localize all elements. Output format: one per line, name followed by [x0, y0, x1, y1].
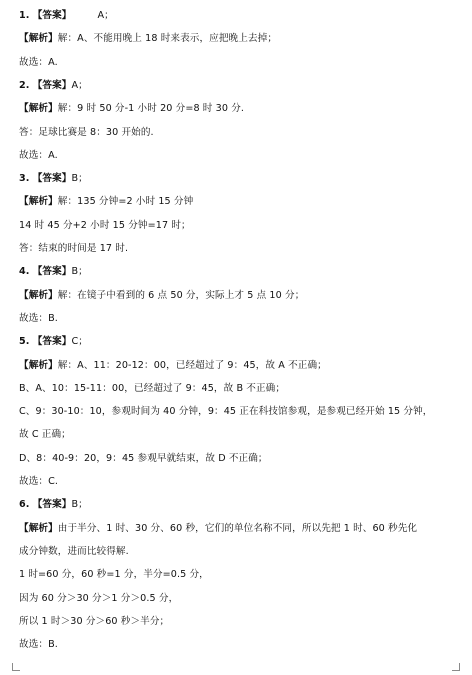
- bottom-right-corner-mark: [452, 663, 460, 671]
- line-text: C、9：30-10：10，参观时间为 40 分钟，9：45 正在科技馆参观，是参观已经开始 15 分钟，: [19, 406, 433, 418]
- line-text: 解：9 时 50 分-1 小时 20 分=8 时 30 分.: [57, 103, 245, 115]
- line-text: B；: [71, 266, 88, 278]
- line-text: 由于半分、1 时、30 分、60 秒，它们的单位名称不同，所以先把 1 时、60 秒先化: [57, 522, 418, 534]
- line-text: 故选：A.: [19, 149, 58, 161]
- section-tag: 【答案】: [32, 499, 72, 511]
- line-text: 解：135 分钟=2 小时 15 分钟: [57, 196, 194, 208]
- document-line: [19, 592, 178, 606]
- section-tag: 【解析】: [19, 33, 58, 45]
- document-line: [19, 335, 88, 349]
- line-text: 解：A、11：20-12：00，已经超过了 9：45，故 A 不正确；: [57, 359, 327, 371]
- line-text: C；: [71, 336, 88, 348]
- document-line: [19, 475, 58, 489]
- document-line: [19, 359, 327, 373]
- document-line: [19, 452, 268, 466]
- question-number: 5.: [19, 336, 30, 348]
- line-text: 故选：B.: [19, 312, 58, 324]
- line-text: A；: [71, 79, 88, 91]
- document-line: [19, 615, 169, 629]
- line-text: 故选：C.: [19, 476, 59, 487]
- document-line: [19, 545, 129, 559]
- document-line: [19, 32, 277, 46]
- section-tag: 【解析】: [19, 103, 58, 115]
- bottom-left-corner-mark: [12, 663, 20, 671]
- line-text: 故 C 正确；: [19, 429, 71, 441]
- line-text: 1 时=60 分，60 秒=1 分，半分=0.5 分，: [19, 569, 209, 581]
- document-line: [19, 498, 88, 512]
- document-line: [19, 195, 193, 209]
- document-line: [19, 56, 58, 70]
- document-line: [19, 79, 88, 93]
- line-text: 因为 60 分＞30 分＞1 分＞0.5 分，: [19, 592, 179, 604]
- section-tag: 【解析】: [19, 196, 58, 208]
- question-number: 6.: [19, 499, 30, 511]
- line-text: 答：结束的时间是 17 时.: [19, 243, 129, 254]
- document-line: [19, 289, 304, 303]
- section-tag: 【答案】: [32, 336, 72, 348]
- line-text: 答：足球比赛是 8：30 开始的.: [19, 126, 154, 138]
- document-line: [19, 9, 114, 23]
- document-line: [19, 126, 154, 140]
- line-text: 解：在镜子中看到的 6 点 50 分，实际上才 5 点 10 分；: [57, 289, 305, 301]
- section-tag: 【解析】: [19, 522, 58, 534]
- section-tag: 【解析】: [19, 359, 58, 371]
- document-line: [19, 568, 209, 582]
- document-line: [19, 638, 58, 652]
- line-text: B；: [71, 173, 88, 185]
- document-line: [19, 149, 58, 163]
- document-line: [19, 522, 417, 536]
- document-line: [19, 312, 58, 326]
- document-line: [19, 382, 285, 396]
- line-text: A；: [97, 10, 114, 21]
- question-number: 1.: [19, 10, 30, 21]
- document-line: [19, 428, 71, 442]
- document-line: [19, 242, 128, 256]
- line-text: 解：A、不能用晚上 18 时来表示，应把晚上去掉；: [57, 33, 278, 45]
- line-text: 14 时 45 分+2 小时 15 分钟=17 时；: [19, 219, 191, 231]
- line-text: 故选：A.: [19, 56, 58, 68]
- document-line: [19, 265, 88, 279]
- question-number: 4.: [19, 266, 30, 278]
- line-text: 故选：B.: [19, 639, 58, 651]
- question-number: 3.: [19, 173, 30, 185]
- section-tag: 【答案】: [32, 79, 72, 91]
- document-line: [19, 172, 88, 186]
- section-tag: 【答案】: [32, 10, 72, 21]
- line-text: 所以 1 时＞30 分＞60 秒＞半分；: [19, 615, 170, 627]
- section-tag: 【答案】: [32, 266, 72, 278]
- document-line: [19, 102, 244, 116]
- line-text: D、8：40-9：20，9：45 参观早就结束，故 D 不正确；: [19, 452, 268, 464]
- document-line: [19, 405, 432, 419]
- document-line: [19, 219, 191, 233]
- line-text: B、A、10：15-11：00，已经超过了 9：45，故 B 不正确；: [19, 382, 286, 394]
- section-tag: 【答案】: [32, 173, 72, 185]
- question-number: 2.: [19, 79, 30, 91]
- section-tag: 【解析】: [19, 289, 58, 301]
- line-text: 成分钟数，进而比较得解.: [19, 545, 129, 557]
- line-text: B；: [71, 499, 88, 511]
